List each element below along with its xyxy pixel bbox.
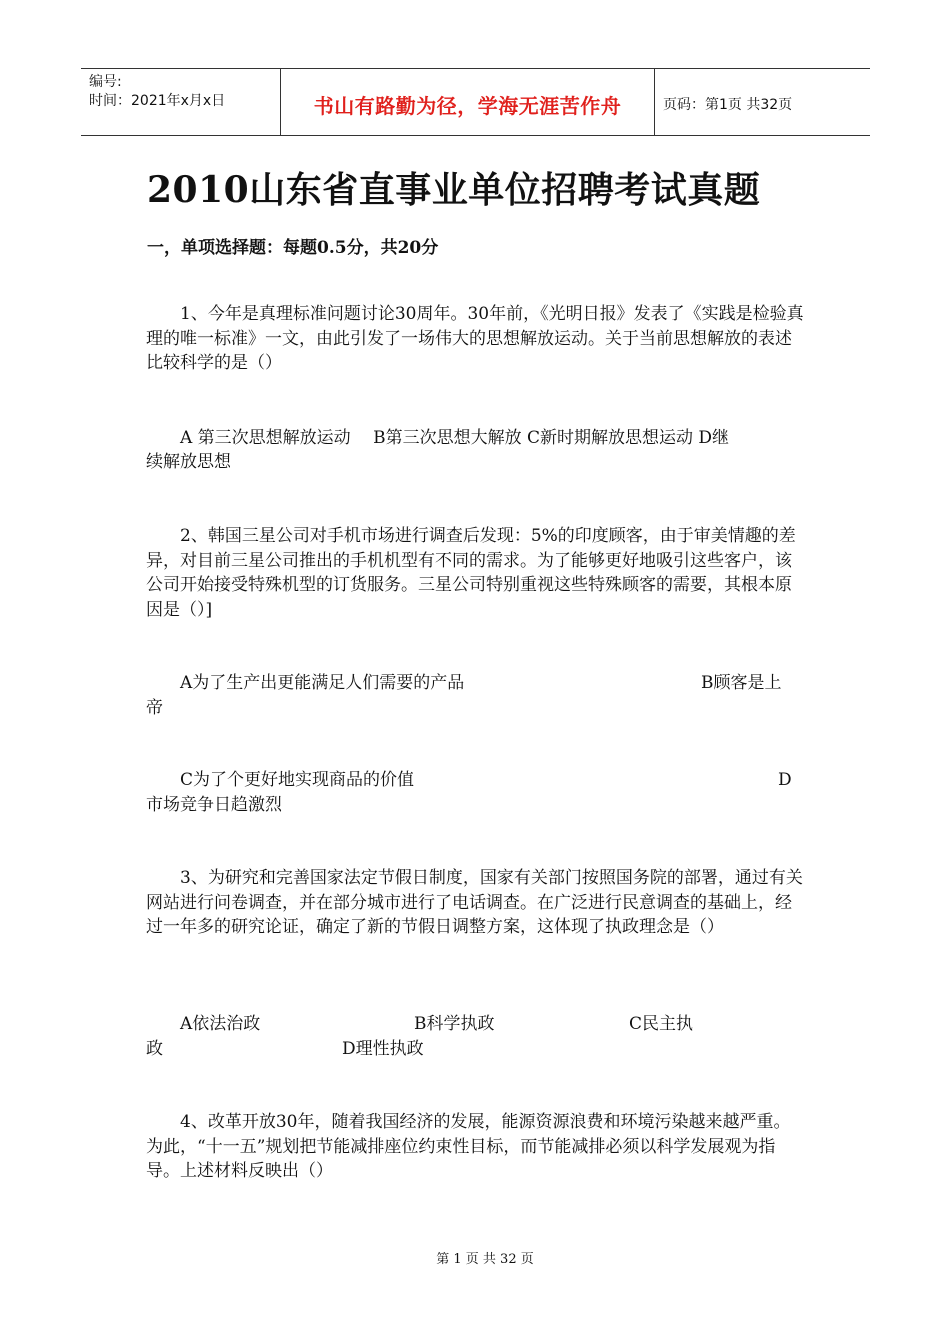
document-title: 2010山东省直事业单位招聘考试真题 — [147, 169, 761, 211]
question-2-stem: 2、韩国三星公司对手机市场进行调查后发现：5%的印度顾客，由于审美情趣的差异，对目前三星公司推出的手机机型有不同的需求。为了能够更好地吸引这些客户，该公司开始接受特殊机型的订货服务。三星公司特别重视这些特殊顾客的需要，其根本原因是（）] — [146, 526, 796, 620]
question-3-option-b: B科学执政 — [414, 1014, 495, 1034]
question-4-stem: 4、改革开放30年，随着我国经济的发展，能源资源浪费和环境污染越来越严重。为此，“十一五”规划把节能减排座位约束性目标，而节能减排必须以科学发展观为指导。上述材料反映出（） — [146, 1112, 791, 1181]
question-2-option-d-cont: 市场竞争日趋激烈 — [146, 795, 282, 815]
question-3-option-c-cont: 政 — [146, 1039, 163, 1059]
question-1-stem: 1、今年是真理标准问题讨论30周年。30年前，《光明日报》发表了《实践是检验真理的唯一标准》一文，由此引发了一场伟大的思想解放运动。关于当前思想解放的表述比较科学的是（） — [146, 304, 804, 373]
question-2-option-d: D — [778, 770, 792, 790]
doc-time-label: 时间：2021年x月x日 — [89, 93, 226, 109]
header-meta-cell — [81, 69, 281, 135]
question-1-options-line2: 续解放思想 — [146, 452, 231, 472]
question-1-options-line1: A 第三次思想解放运动 B第三次思想大解放 C新时期解放思想运动 D继 — [180, 428, 730, 448]
section-heading: 一，单项选择题：每题0.5分，共20分 — [147, 238, 439, 258]
question-2-option-c: C为了个更好地实现商品的价值 — [180, 770, 415, 790]
doc-number-label: 编号: — [89, 74, 122, 90]
page-footer: 第 1 页 共 32 页 — [436, 1252, 534, 1267]
question-2-option-b-cont: 帝 — [146, 698, 163, 718]
document-header — [81, 68, 870, 136]
question-3-option-d: D理性执政 — [342, 1039, 424, 1059]
question-3-option-a: A依法治政 — [180, 1014, 261, 1034]
question-3-option-c: C民主执 — [629, 1014, 694, 1034]
header-motto: 书山有路勤为径，学海无涯苦作舟 — [281, 69, 655, 135]
question-3-stem: 3、为研究和完善国家法定节假日制度，国家有关部门按照国务院的部署，通过有关网站进行问卷调查，并在部分城市进行了电话调查。在广泛进行民意调查的基础上，经过一年多的研究论证，确定了新的节假日调整方案，这体现了执政理念是（） — [146, 868, 803, 937]
question-2-option-b: B顾客是上 — [701, 673, 782, 693]
header-page-info: 页码：第1页 共32页 — [663, 97, 793, 113]
question-2-option-a: A为了生产出更能满足人们需要的产品 — [180, 673, 465, 693]
